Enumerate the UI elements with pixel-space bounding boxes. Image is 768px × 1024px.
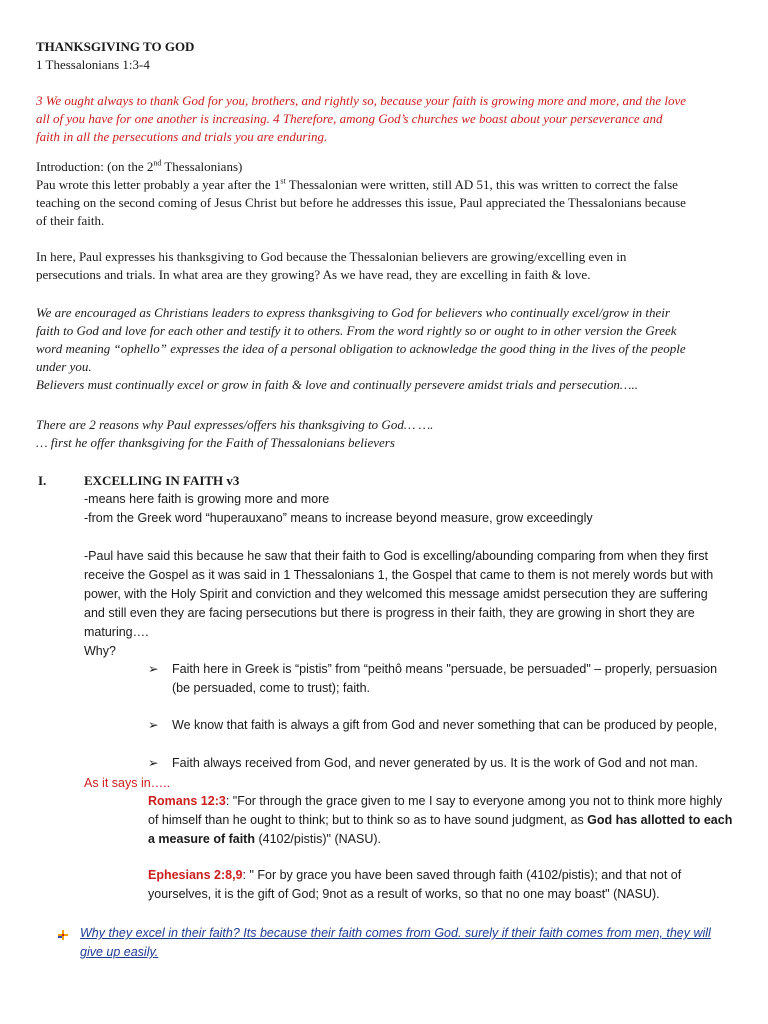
list-item: ➢ Faith always received from God, and never generated by us. It is the work of God and not man.: [148, 754, 738, 773]
paragraph-line: under you.: [36, 359, 92, 374]
scripture-line: 3 We ought always to thank God for you, brothers, and rightly so, because your faith is growing more and more, and the love: [36, 93, 687, 108]
section-body-line: receive the Gospel as it was said in 1 Thessalonians 1, the Gospel that came to them is not merely words but with: [84, 568, 714, 582]
closing-note: [80, 924, 740, 962]
paragraph-line: We are encouraged as Christians leaders to express thanksgiving to God for believers who continually excel/grow in their: [36, 305, 670, 320]
intro-line: of their faith.: [36, 213, 105, 228]
verse-romans: Romans 12:3: "For through the grace given to me I say to everyone among you not to think more highly of himself than he ought to think; but to think so as to have sound judgment, as God has allotted to each a measure of faith (4102/pistis)" (NASU).: [148, 794, 733, 846]
plus-marker-icon: [58, 930, 68, 940]
section-body: [84, 490, 744, 661]
section-subpoint: -from the Greek word “huperauxano” means to increase beyond measure, grow exceedingly: [84, 511, 593, 525]
verse-ephesians: Ephesians 2:8,9: " For by grace you have been saved through faith (4102/pistis); and that not of yourselves, it is the gift of God; 9not as a result of works, so that no one may boast" (NASU).: [148, 868, 682, 901]
verse-reference: Ephesians 2:8,9: [148, 868, 243, 882]
arrow-bullet-icon: ➢: [148, 662, 159, 676]
scripture-text: [36, 92, 736, 146]
section-body-line: power, with the Holy Spirit and conviction and they welcomed this message amidst persecution they are suffering: [84, 587, 708, 601]
document-title: THANKSGIVING TO GOD: [36, 39, 195, 54]
arrow-bullet-icon: ➢: [148, 718, 159, 732]
as-it-says-label: As it says in…..: [84, 776, 171, 790]
paragraph-line: In here, Paul expresses his thanksgiving to God because the Thessalonian believers are growing/excelling even in: [36, 249, 627, 264]
arrow-bullet-icon: ➢: [148, 756, 159, 770]
verse-reference: Romans 12:3: [148, 794, 226, 808]
paragraph-line: persecutions and trials. In what area are they growing? As we have read, they are excelling in faith & love.: [36, 267, 591, 282]
note-line: Why they excel in their faith? Its because their faith comes from God. surely if their faith comes from men, they will: [80, 926, 711, 940]
intro-line: Pau wrote this letter probably a year after the 1st Thessalonian were written, still AD 51, this was written to correct the false: [36, 176, 678, 192]
intro-label: Introduction: (on the 2nd Thessalonians): [36, 158, 243, 174]
paragraph-line: … first he offer thanksgiving for the Faith of Thessalonians believers: [36, 435, 395, 450]
section-why: Why?: [84, 644, 116, 658]
section-body-line: -Paul have said this because he saw that their faith to God is excelling/abounding comparing from when they first: [84, 549, 708, 563]
list-item: ➢ Faith here in Greek is “pistis” from “peithô means "persuade, be persuaded" – properly, persuasion (be persuaded, come to trust); faith.: [148, 662, 718, 695]
heading: [36, 38, 736, 74]
section-subpoint: -means here faith is growing more and more: [84, 492, 330, 506]
paragraph-line: faith to God and love for each other and testify it to others. From the word rightly so or ought to in other version the Greek: [36, 323, 677, 338]
paragraph-reasons: [36, 416, 736, 452]
scripture-reference: 1 Thessalonians 1:3-4: [36, 57, 150, 72]
paragraph-thanksgiving: [36, 248, 736, 284]
paragraph-line: There are 2 reasons why Paul expresses/offers his thanksgiving to God… ….: [36, 417, 434, 432]
section-body-line: and still even they are facing persecutions but there is progress in their faith, they are growing in short they are: [84, 606, 695, 620]
paragraph-line: Believers must continually excel or grow in faith & love and continually persevere amidst trials and persecution…..: [36, 377, 638, 392]
paragraph-encouragement: [36, 304, 736, 394]
note-line: give up easily.: [80, 945, 159, 959]
introduction: [36, 158, 736, 230]
section-body-line: maturing….: [84, 625, 149, 639]
section-numeral: I.: [38, 473, 47, 488]
scripture-line: faith in all the persecutions and trials you are enduring.: [36, 129, 328, 144]
paragraph-line: word meaning “ophello” expresses the idea of a personal obligation to acknowledge the good thing in the lives of the people: [36, 341, 686, 356]
list-item: ➢ We know that faith is always a gift from God and never something that can be produced by people,: [148, 716, 738, 735]
section-title: EXCELLING IN FAITH v3: [84, 473, 240, 488]
scripture-line: all of you have for one another is increasing. 4 Therefore, among God’s churches we boast about your perseverance and: [36, 111, 663, 126]
intro-line: teaching on the second coming of Jesus Christ but before he addresses this issue, Paul appreciated the Thessalonians because: [36, 195, 686, 210]
